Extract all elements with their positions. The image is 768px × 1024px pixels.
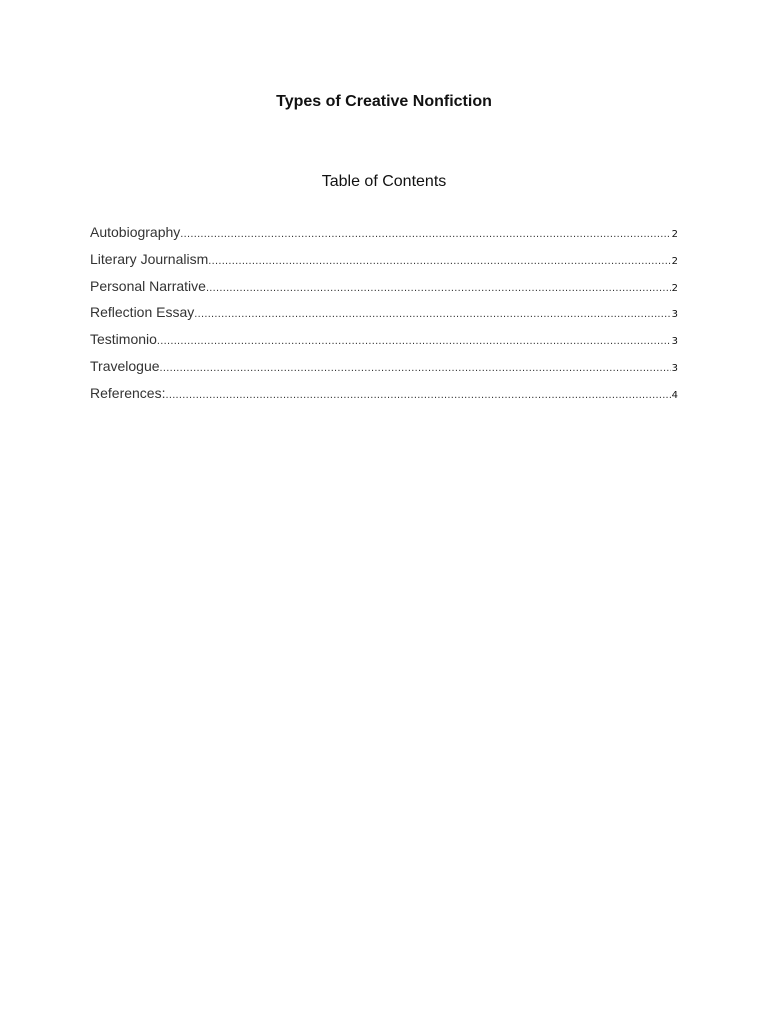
toc-page-number: 3 (671, 336, 678, 348)
toc-dot-leader (160, 362, 671, 374)
toc-page-number: 4 (671, 389, 678, 401)
toc-dot-leader (194, 308, 670, 320)
toc-entry-travelogue[interactable] (90, 358, 678, 385)
document-title: Types of Creative Nonfiction (276, 93, 492, 110)
toc-entry-label: Literary Journalism (90, 250, 209, 267)
table-of-contents (90, 224, 678, 412)
toc-dot-leader (206, 282, 671, 294)
toc-entry-references[interactable] (90, 385, 678, 412)
toc-page-number: 3 (671, 362, 678, 374)
toc-dot-leader (157, 335, 671, 347)
toc-entry-label: Travelogue (90, 357, 160, 374)
toc-heading: Table of Contents (321, 173, 447, 190)
toc-dot-leader (208, 255, 670, 267)
toc-entry-label: References: (90, 384, 166, 401)
toc-dot-leader (165, 389, 670, 401)
toc-page-number: 2 (671, 282, 678, 294)
toc-entry-reflection-essay[interactable] (90, 304, 678, 331)
toc-entry-literary-journalism[interactable] (90, 251, 678, 278)
toc-page-number: 2 (671, 229, 678, 240)
toc-entry-label: Personal Narrative (90, 277, 206, 294)
toc-dot-leader (180, 228, 670, 240)
toc-page-number: 3 (671, 309, 678, 321)
toc-entry-label: Reflection Essay (90, 304, 195, 321)
toc-page-number: 2 (671, 255, 678, 267)
toc-entry-testimonio[interactable] (90, 331, 678, 358)
toc-entry-personal-narrative[interactable] (90, 278, 678, 305)
toc-entry-autobiography[interactable] (90, 224, 678, 251)
toc-entry-label: Autobiography (90, 224, 181, 240)
toc-entry-label: Testimonio (90, 331, 157, 348)
